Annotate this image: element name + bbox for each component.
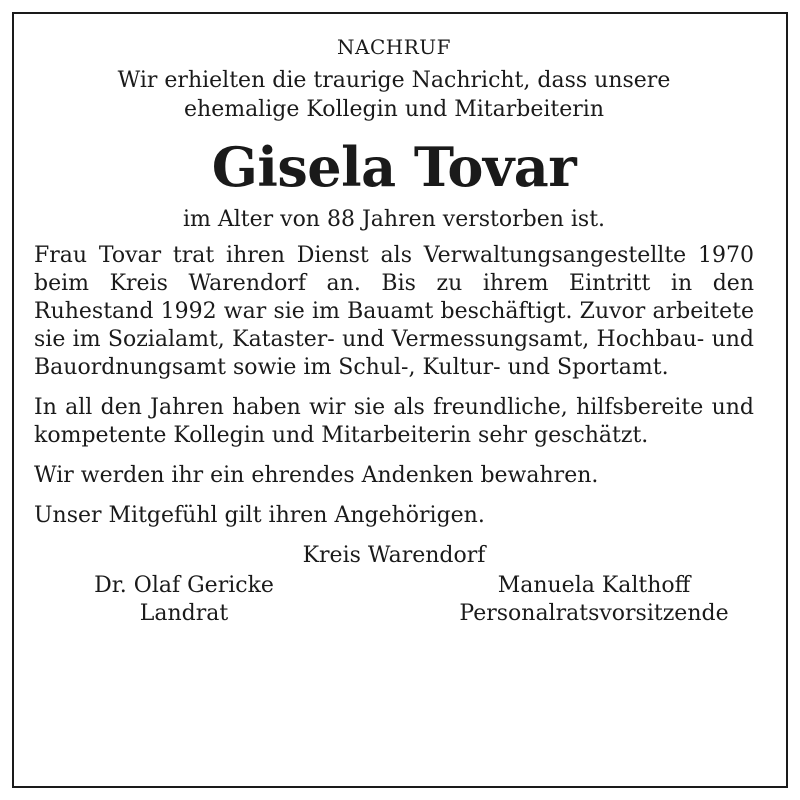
signers [34, 572, 754, 628]
age-line: im Alter von 88 Jahren verstorben ist. [182, 207, 606, 232]
signer-landrat [34, 572, 334, 628]
organization-name: Kreis Warendorf [302, 543, 486, 568]
deceased-name: Gisela Tovar [211, 135, 577, 199]
obituary-notice [34, 20, 754, 628]
signer-name: Dr. Olaf Gericke [94, 573, 274, 598]
condolence-paragraph: Unser Mitgefühl gilt ihren Angehörigen. [34, 503, 485, 528]
appreciation-paragraph: In all den Jahren haben wir sie als freundliche, hilfsbereite und kompetente Kollegin und Mitarbeiterin sehr geschätzt. [34, 395, 754, 448]
signer-title: Personalratsvorsitzende [459, 601, 729, 626]
signer-personalrat [414, 572, 774, 628]
notice-heading: NACHRUF [337, 35, 451, 59]
signer-name: Manuela Kalthoff [497, 573, 691, 598]
signer-title: Landrat [139, 601, 229, 626]
remembrance-paragraph: Wir werden ihr ein ehrendes Andenken bewahren. [34, 463, 599, 488]
intro-line-2: ehemalige Kollegin und Mitarbeiterin [184, 97, 604, 122]
career-paragraph: Frau Tovar trat ihren Dienst als Verwaltungsangestellte 1970 beim Kreis Warendorf an. Bis zu ihrem Eintritt in den Ruhestand 1992 war sie im Bauamt beschäftigt. Zuvor arbeitete sie im Sozialamt, Kataster- und Vermessungsamt, Hochbau- und Bauordnungsamt sowie im Schul-, Kultur- und Sportamt. [34, 243, 754, 380]
intro-line-1: Wir erhielten die traurige Nachricht, dass unsere [117, 68, 671, 93]
intro-text [34, 66, 754, 124]
